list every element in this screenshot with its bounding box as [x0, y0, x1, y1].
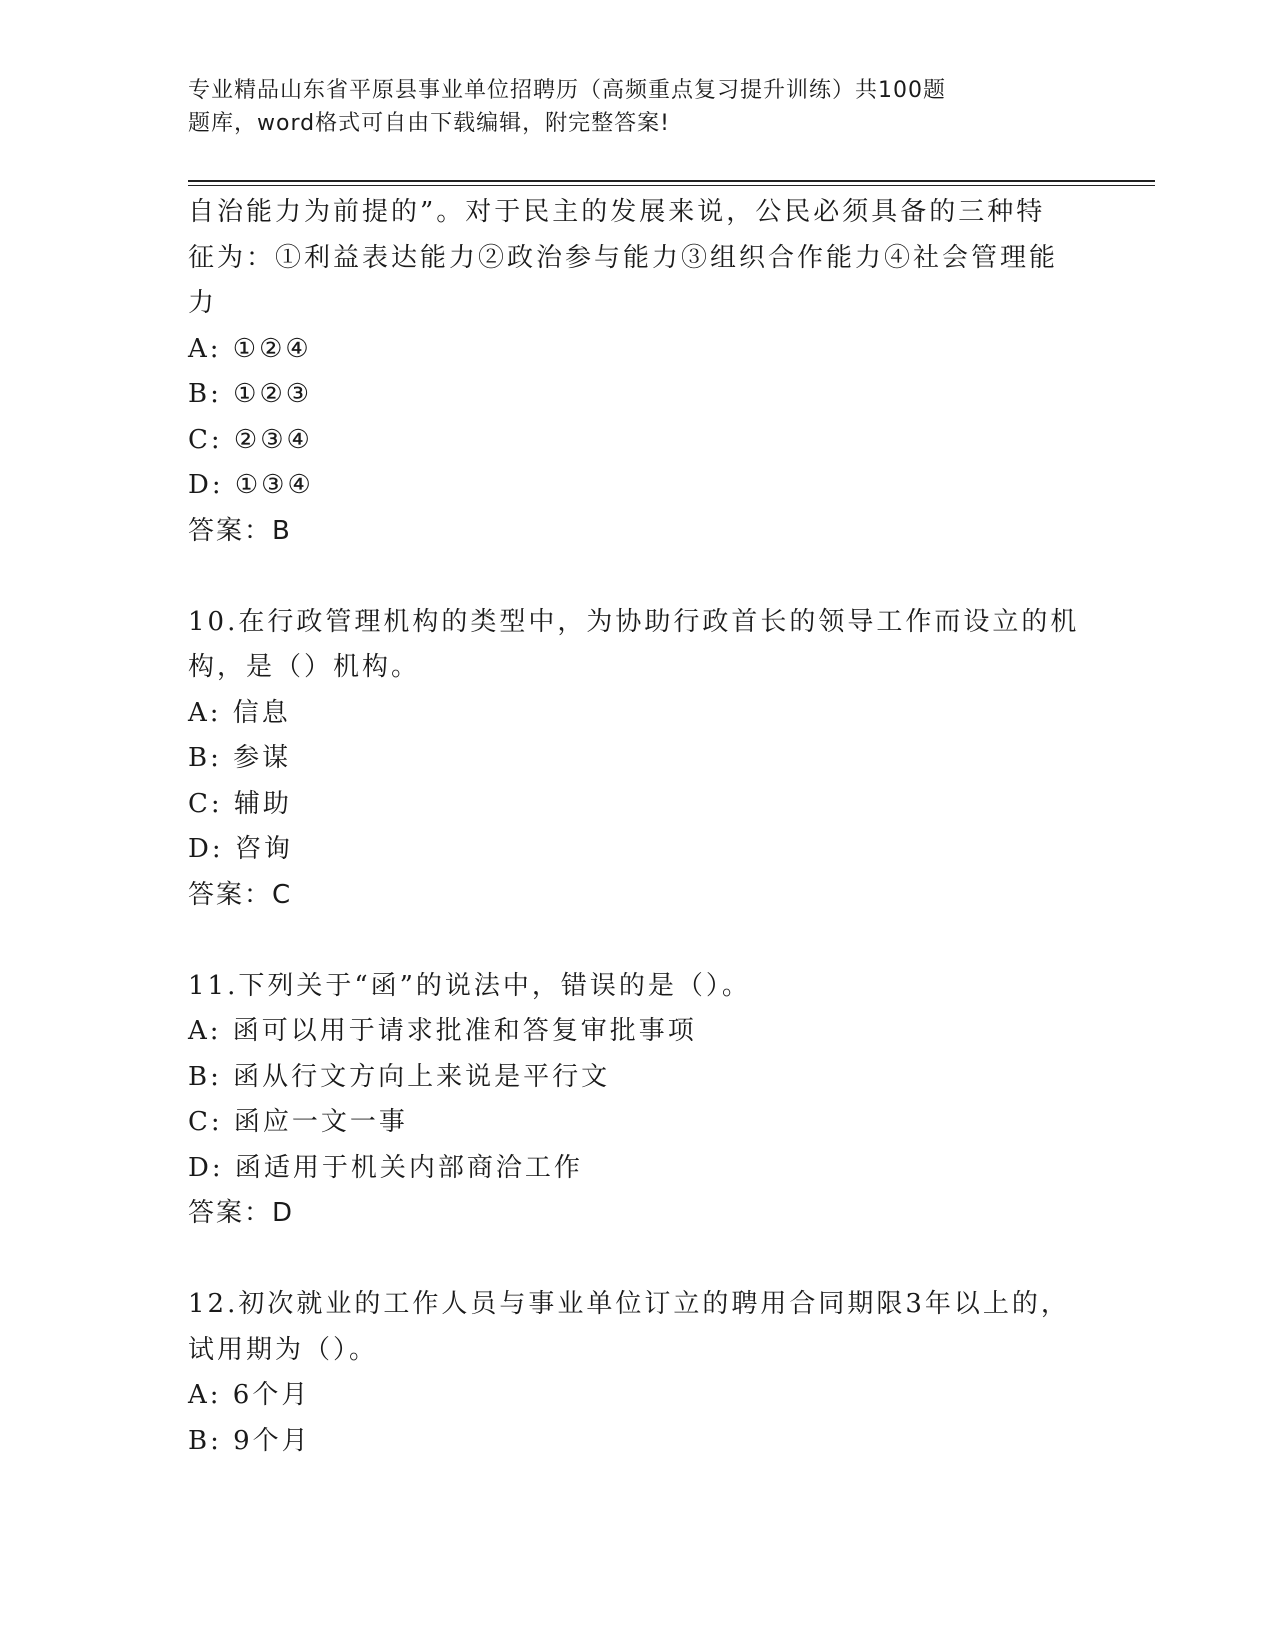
option-c: C: ②③④	[188, 424, 313, 455]
option-d: D: ①③④	[188, 470, 314, 500]
answer-line: 答案：D	[188, 1198, 295, 1228]
option-b: B: 函从行文方向上来说是平行文	[188, 1061, 611, 1092]
option-b: B: 参谋	[188, 743, 292, 773]
option-d: D: 函适用于机关内部商洽工作	[188, 1152, 583, 1183]
option-b: B: ①②③	[188, 379, 313, 409]
option-a: A: 函可以用于请求批准和答复审批事项	[188, 1016, 697, 1046]
option-d: D: 咨询	[188, 834, 293, 864]
document-header	[188, 74, 1028, 140]
option-a: A: 信息	[188, 697, 291, 728]
option-a: A: ①②④	[188, 333, 312, 364]
header-divider-thin	[188, 185, 1155, 186]
question-stem-line: 自治能力为前提的”。对于民主的发展来说，公民必须具备的三种特	[188, 197, 1046, 227]
question-stem-line: 征为：①利益表达能力②政治参与能力③组织合作能力④社会管理能	[188, 242, 1059, 273]
spacer	[188, 554, 1088, 600]
answer-line: 答案：B	[188, 515, 292, 546]
header-divider-thick	[188, 180, 1155, 182]
question-10	[188, 600, 1088, 919]
question-11	[188, 964, 1088, 1237]
spacer	[188, 918, 1088, 964]
question-content	[188, 190, 1088, 1464]
question-stem-line: 10.在行政管理机构的类型中，为协助行政首长的领导工作而设立的机	[188, 606, 1080, 637]
spacer	[188, 1237, 1088, 1283]
question-stem-line: 12.初次就业的工作人员与事业单位订立的聘用合同期限3年以上的，	[188, 1289, 1070, 1319]
question-stem-line: 试用期为（）。	[188, 1334, 379, 1365]
question-9	[188, 190, 1088, 554]
option-b: B: 9个月	[188, 1425, 311, 1456]
question-stem-line: 构，是（）机构。	[188, 652, 421, 682]
option-c: C: 辅助	[188, 788, 292, 819]
header-line-1: 专业精品山东省平原县事业单位招聘历（高频重点复习提升训练）共100题	[188, 78, 946, 103]
answer-line: 答案：C	[188, 879, 293, 910]
option-a: A: 6个月	[188, 1380, 311, 1410]
question-12	[188, 1282, 1088, 1464]
question-stem-line: 力	[188, 288, 218, 318]
option-c: C: 函应一文一事	[188, 1107, 408, 1137]
question-stem-line: 11.下列关于“函”的说法中，错误的是（）。	[188, 970, 751, 1001]
header-line-2: 题库，word格式可自由下载编辑，附完整答案!	[188, 111, 670, 136]
